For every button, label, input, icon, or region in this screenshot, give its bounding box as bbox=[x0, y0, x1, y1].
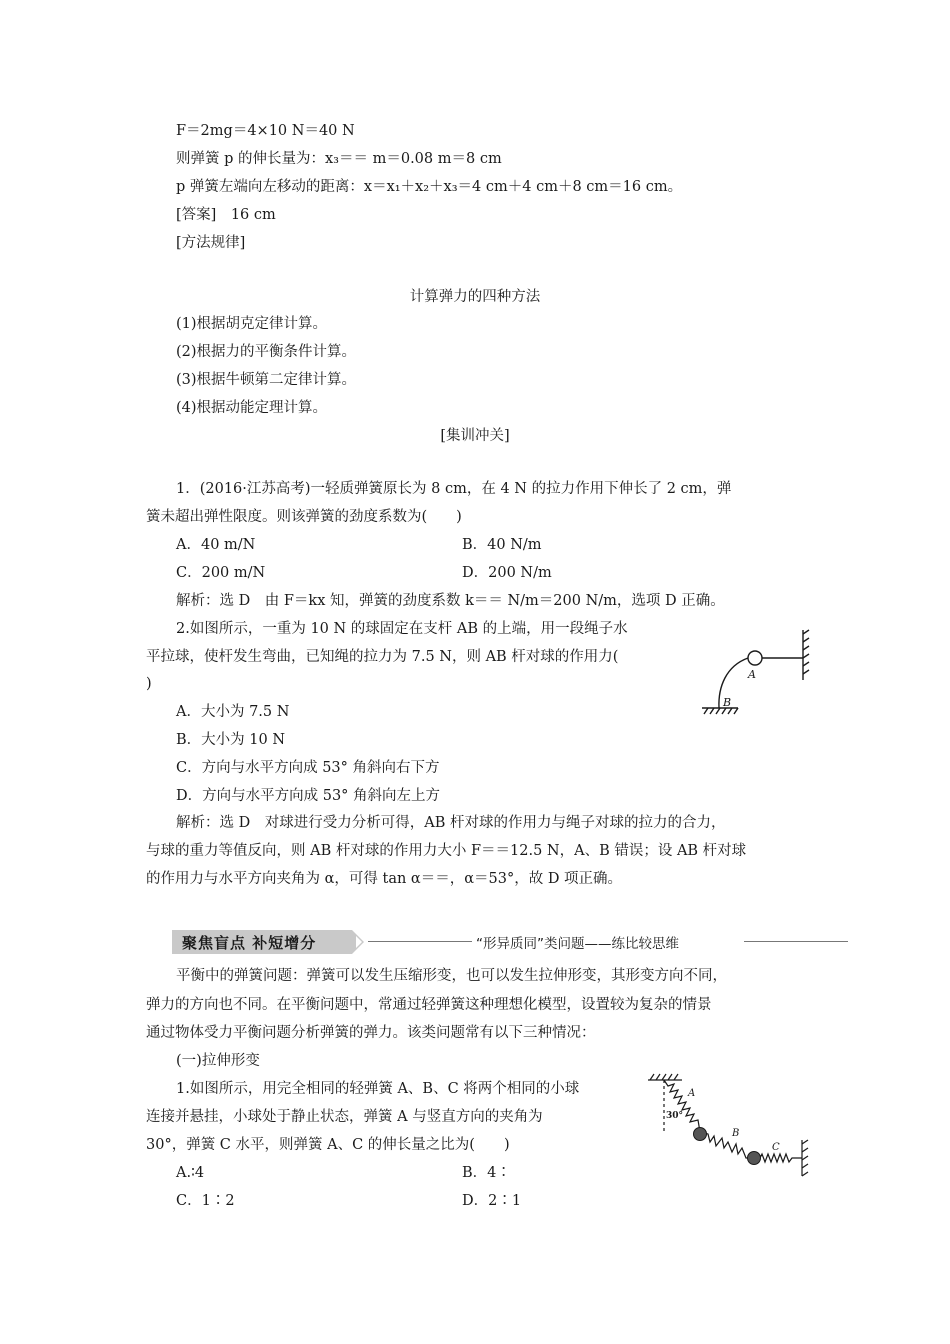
option-c: C．200 m/N bbox=[176, 565, 266, 581]
label-b: B bbox=[732, 1128, 740, 1139]
option-b: B．大小为 10 N bbox=[176, 732, 286, 748]
text-line: p 弹簧左端向左移动的距离：x＝x₁＋x₂＋x₃＝4 cm＋4 cm＋8 cm＝16 cm。 bbox=[176, 179, 683, 195]
label-c: C bbox=[772, 1142, 780, 1153]
list-item: (2)根据力的平衡条件计算。 bbox=[176, 344, 357, 360]
list-item: (4)根据动能定理计算。 bbox=[176, 400, 328, 416]
option-a: A．40 m/N bbox=[176, 537, 256, 553]
label-a: A bbox=[688, 1088, 696, 1099]
banner-title: 聚焦盲点 补短增分 bbox=[182, 934, 317, 952]
option-a: A．大小为 7.5 N bbox=[176, 704, 290, 720]
solution-text: 解析：选 D 对球进行受力分析可得，AB 杆对球的作用力与绳子对球的拉力的合力， bbox=[176, 815, 726, 831]
section-title: 计算弹力的四种方法 bbox=[409, 289, 541, 305]
option-a: A.∶4 bbox=[176, 1165, 205, 1181]
question-text: 连接并悬挂，小球处于静止状态，弹簧 A 与竖直方向的夹角为 bbox=[146, 1109, 543, 1125]
rod-ball-figure bbox=[690, 622, 820, 722]
banner-rule-left bbox=[368, 941, 472, 942]
section-banner bbox=[172, 928, 852, 956]
solution-text: 的作用力与水平方向夹角为 α，可得 tan α＝＝，α＝53°，故 D 项正确。 bbox=[146, 871, 623, 887]
option-d: D．方向与水平方向成 53° 角斜向左上方 bbox=[176, 788, 441, 804]
option-c: C．1∶2 bbox=[176, 1193, 235, 1209]
option-b: B．40 N/m bbox=[462, 537, 542, 553]
question-text: 1．(2016·江苏高考)一轻质弹簧原长为 8 cm，在 4 N 的拉力作用下伸长了 2 cm，弹 bbox=[176, 481, 732, 497]
list-item: (1)根据胡克定律计算。 bbox=[176, 316, 328, 332]
question-text: 平拉球，使杆发生弯曲，已知绳的拉力为 7.5 N，则 AB 杆对球的作用力( bbox=[146, 649, 619, 665]
question-text: 1.如图所示，用完全相同的轻弹簧 A、B、C 将两个相同的小球 bbox=[176, 1081, 580, 1097]
ball-2 bbox=[748, 1152, 761, 1165]
answer-line: [答案] 16 cm bbox=[176, 207, 276, 223]
text-line: F＝2mg＝4×10 N＝40 N bbox=[176, 123, 355, 139]
option-d: D．200 N/m bbox=[462, 565, 552, 581]
option-b: B．4∶ bbox=[462, 1165, 511, 1181]
list-item: (3)根据牛顿第二定律计算。 bbox=[176, 372, 357, 388]
question-text: 30°，弹簧 C 水平，则弹簧 A、C 的伸长量之比为( ) bbox=[146, 1137, 510, 1153]
springs-figure bbox=[644, 1072, 810, 1180]
ball-1 bbox=[694, 1128, 707, 1141]
text-line: 则弹簧 p 的伸长量为：x₃＝＝ m＝0.08 m＝8 cm bbox=[176, 151, 502, 167]
method-heading: [方法规律] bbox=[176, 235, 246, 251]
paragraph-line: 通过物体受力平衡问题分析弹簧的弹力。该类问题常有以下三种情况： bbox=[146, 1025, 596, 1041]
solution-text: 解析：选 D 由 F＝kx 知，弹簧的劲度系数 k＝＝ N/m＝200 N/m，选项 D 正确。 bbox=[176, 593, 725, 609]
option-d: D．2∶1 bbox=[462, 1193, 522, 1209]
label-b: B bbox=[723, 696, 732, 709]
subsection-heading: (一)拉伸形变 bbox=[176, 1053, 260, 1069]
question-text: 簧未超出弹性限度。则该弹簧的劲度系数为( ) bbox=[146, 509, 462, 525]
banner-rule-right bbox=[744, 941, 848, 942]
angle-label: 30° bbox=[666, 1111, 684, 1121]
exercise-heading: [集训冲关] bbox=[440, 428, 510, 444]
question-text: 2.如图所示，一重为 10 N 的球固定在支杆 AB 的上端，用一段绳子水 bbox=[176, 621, 628, 637]
paragraph-line: 弹力的方向也不同。在平衡问题中，常通过轻弹簧这种理想化模型，设置较为复杂的情景 bbox=[146, 997, 712, 1013]
paragraph-line: 平衡中的弹簧问题：弹簧可以发生压缩形变，也可以发生拉伸形变，其形变方向不同， bbox=[176, 968, 727, 984]
banner-subtitle: “形异质同”类问题——练比较思维 bbox=[476, 936, 679, 952]
solution-text: 与球的重力等值反向，则 AB 杆对球的作用力大小 F＝＝12.5 N，A、B 错误；设 AB 杆对球 bbox=[146, 843, 747, 859]
label-a: A bbox=[748, 668, 756, 681]
question-text: ) bbox=[146, 676, 152, 692]
ball bbox=[748, 651, 762, 665]
option-c: C．方向与水平方向成 53° 角斜向右下方 bbox=[176, 760, 440, 776]
